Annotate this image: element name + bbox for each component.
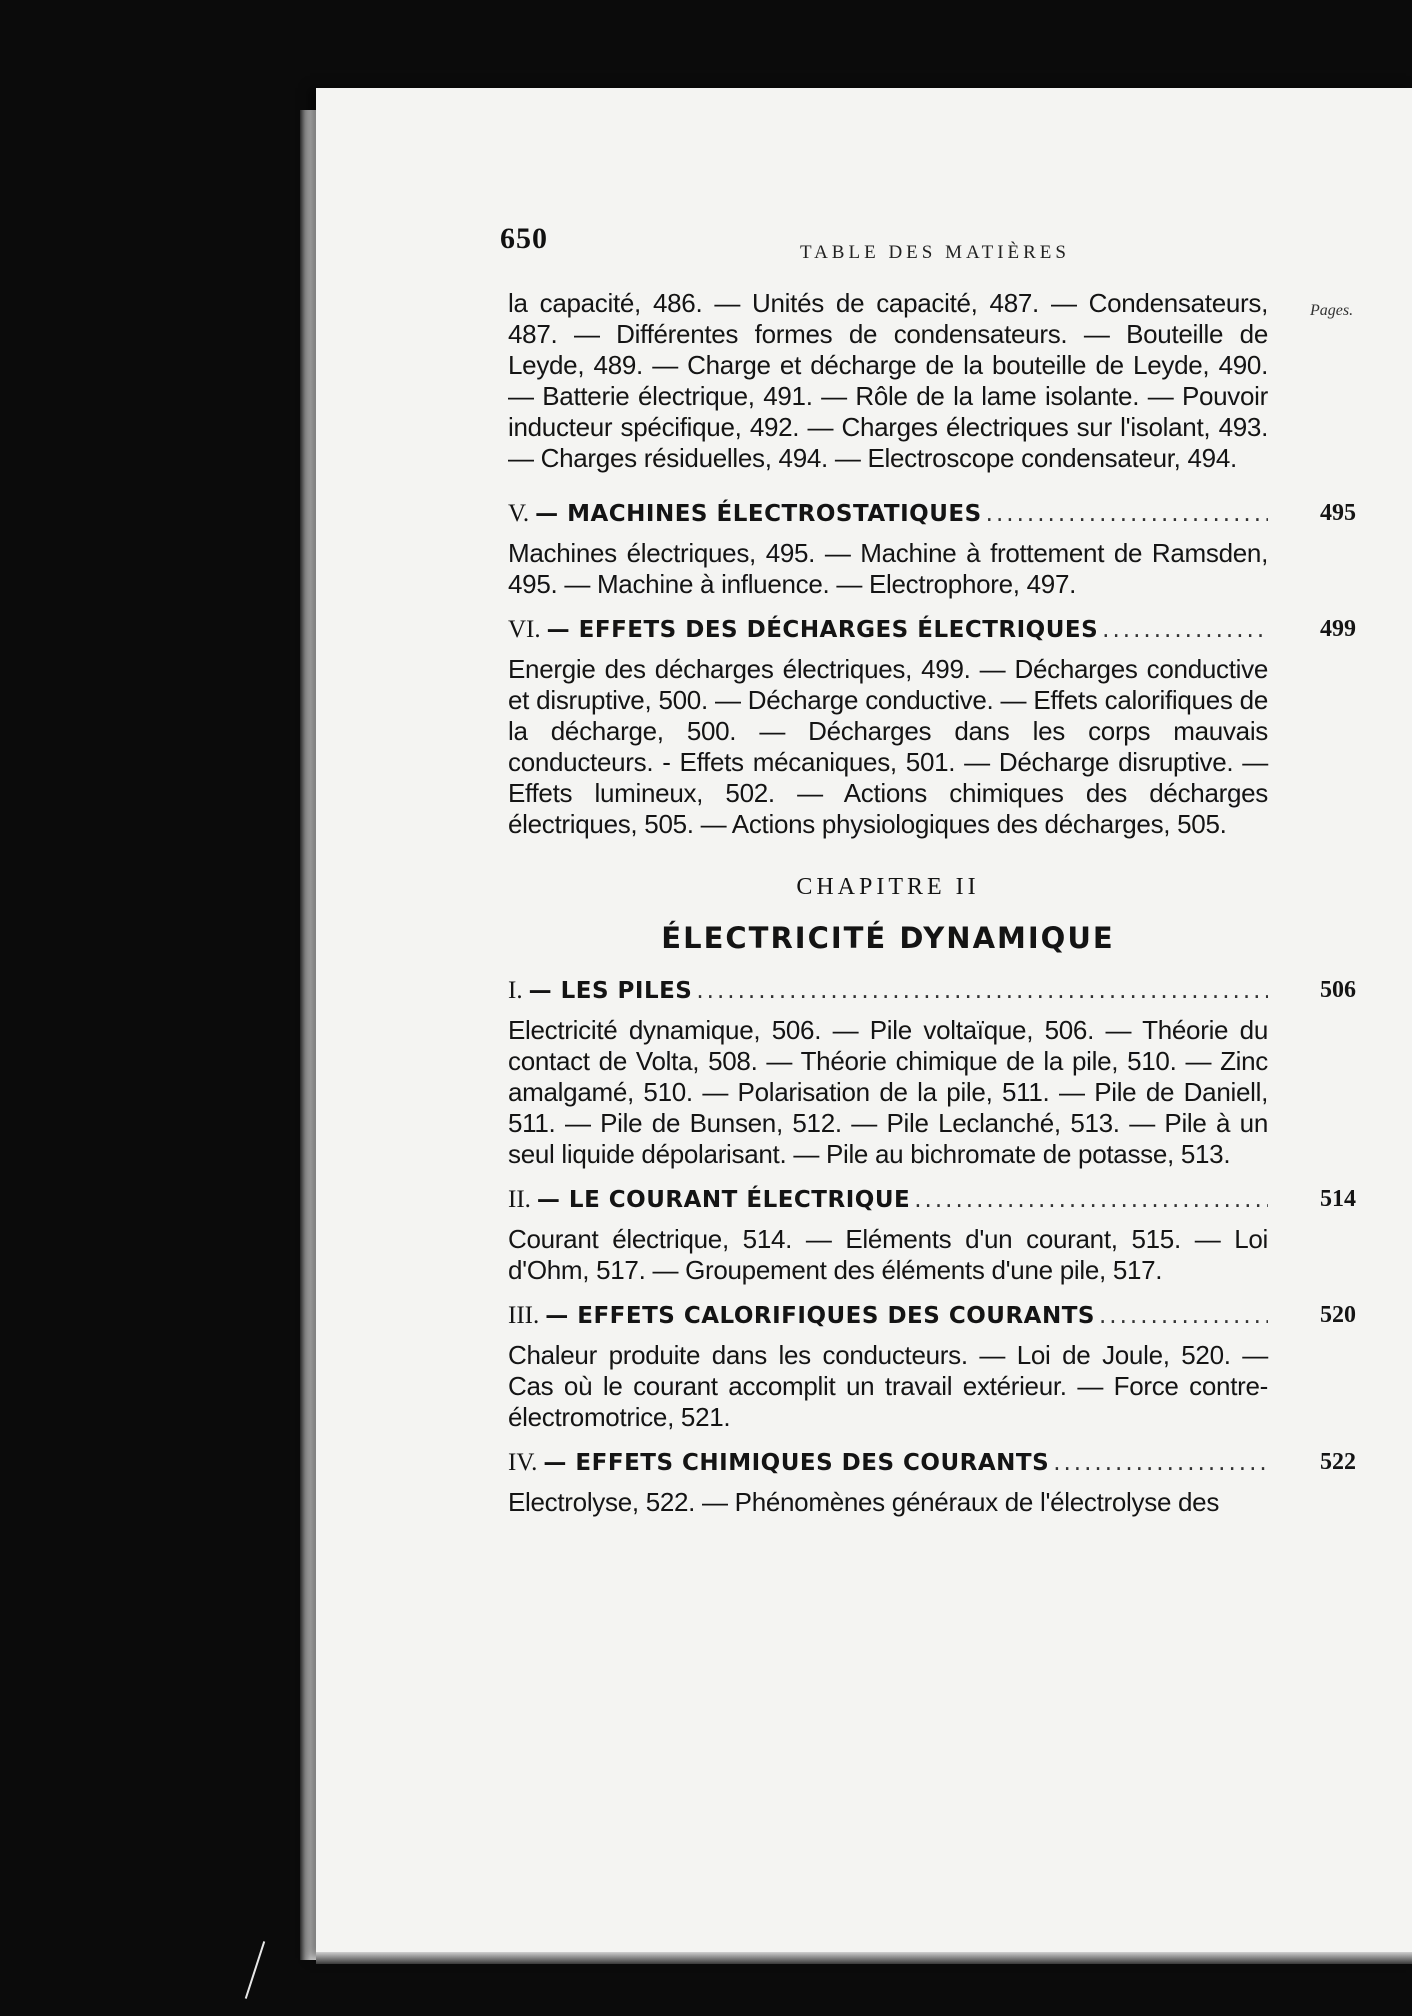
chapter-label: CHAPITRE II xyxy=(796,874,980,900)
section-title: — EFFETS DES DÉCHARGES ÉLECTRIQUES xyxy=(546,617,1099,643)
section-number: VI. xyxy=(508,616,541,643)
section-page: 520 xyxy=(1320,1302,1356,1328)
section-entry-i xyxy=(508,977,1356,1170)
section-heading xyxy=(508,1186,1356,1214)
section-entry-iv xyxy=(508,1449,1356,1518)
section-number: V. xyxy=(508,500,530,527)
page-bottom-edge xyxy=(316,1952,1412,1964)
section-heading xyxy=(508,977,1356,1005)
section-entry-vi xyxy=(508,616,1356,840)
page-header xyxy=(500,222,1412,272)
section-title: — EFFETS CALORIFIQUES DES COURANTS xyxy=(545,1303,1095,1329)
section-page: 495 xyxy=(1320,500,1356,526)
section-title: — LE COURANT ÉLECTRIQUE xyxy=(536,1187,911,1213)
section-number: I. xyxy=(508,977,523,1004)
leader-dots xyxy=(1102,617,1268,643)
section-heading xyxy=(508,500,1356,528)
section-entry-v xyxy=(508,500,1356,600)
running-title: TABLE DES MATIÈRES xyxy=(800,242,1070,263)
section-summary: Electricité dynamique, 506. — Pile voltaïque, 506. — Théorie du contact de Volta, 508. — Théorie chimique de la pile, 510. — Zinc amalgamé, 510. — Polarisation de la pile, 511. — Pile de Daniell, 511. — Pile de Bunsen, 512. — Pile Leclanché, 513. — Pile à un seul liquide dépolarisant. — Pile au bichromate de potasse, 513. xyxy=(508,1015,1268,1169)
section-summary: Energie des décharges électriques, 499. — Décharges conductive et disruptive, 500. — Décharge conductive. — Effets calorifiques de la décharge, 500. — Décharges dans les corps mauvais conducteurs. - Effets mécaniques, 501. — Décharge disruptive. — Effets lumineux, 502. — Actions chimiques des décharges électriques, 505. — Actions physiologiques des décharges, 505. xyxy=(508,654,1268,839)
section-page: 499 xyxy=(1320,616,1356,642)
leader-dots xyxy=(696,978,1268,1004)
section-title: — MACHINES ÉLECTROSTATIQUES xyxy=(535,501,982,527)
section-number: II. xyxy=(508,1186,531,1213)
page-number: 650 xyxy=(500,222,548,255)
section-summary: Chaleur produite dans les conducteurs. — Loi de Joule, 520. — Cas où le courant accomplit un travail extérieur. — Force contre-électromotrice, 521. xyxy=(508,1340,1268,1432)
section-title: — LES PILES xyxy=(528,978,693,1004)
section-number: III. xyxy=(508,1302,540,1329)
leader-dots xyxy=(914,1187,1268,1213)
chapter-title: ÉLECTRICITÉ DYNAMIQUE xyxy=(661,921,1115,955)
leader-dots xyxy=(986,501,1268,527)
section-summary: Machines électriques, 495. — Machine à frottement de Ramsden, 495. — Machine à influence. — Electrophore, 497. xyxy=(508,538,1268,599)
leader-dots xyxy=(1053,1450,1268,1476)
scan-artifact-line xyxy=(245,1941,265,1999)
section-summary: Courant électrique, 514. — Eléments d'un courant, 515. — Loi d'Ohm, 517. — Groupement des éléments d'une pile, 517. xyxy=(508,1224,1268,1285)
leader-dots xyxy=(1099,1303,1268,1329)
section-entry-iii xyxy=(508,1302,1356,1433)
section-page: 506 xyxy=(1320,977,1356,1003)
section-page: 514 xyxy=(1320,1186,1356,1212)
section-entry-ii xyxy=(508,1186,1356,1286)
section-summary: Electrolyse, 522. — Phénomènes généraux de l'électrolyse des xyxy=(508,1487,1220,1517)
intro-paragraph: la capacité, 486. — Unités de capacité, 487. — Condensateurs, 487. — Différentes formes de condensateurs. — Bouteille de Leyde, 489. — Charge et décharge de la bouteille de Leyde, 490. — Batterie électrique, 491. — Rôle de la lame isolante. — Pouvoir inducteur spécifique, 492. — Charges électriques sur l'isolant, 493. — Charges résiduelles, 494. — Electroscope condensateur, 494. xyxy=(508,288,1268,473)
section-page: 522 xyxy=(1320,1449,1356,1475)
section-title: — EFFETS CHIMIQUES DES COURANTS xyxy=(543,1450,1050,1476)
section-heading xyxy=(508,1302,1356,1330)
section-heading xyxy=(508,1449,1356,1477)
section-heading xyxy=(508,616,1356,644)
pages-column-label: Pages. xyxy=(1310,302,1354,319)
section-number: IV. xyxy=(508,1449,538,1476)
